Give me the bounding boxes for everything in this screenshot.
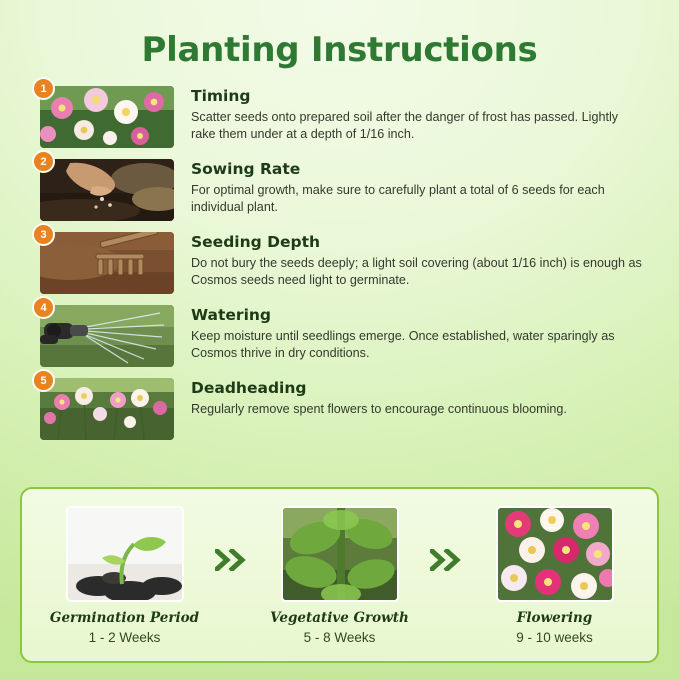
- step-number-badge: 4: [32, 296, 55, 319]
- timeline-stage-flowering: [466, 506, 643, 645]
- step-number-badge: 5: [32, 369, 55, 392]
- blooming-cosmos-photo: [496, 506, 614, 602]
- timeline-stage-label: Flowering: [516, 609, 593, 626]
- step-number-badge: 1: [32, 77, 55, 100]
- step-description: Do not bury the seeds deeply; a light soil covering (about 1/16 inch) is enough as Cosmos seeds need light to germinate.: [191, 256, 642, 287]
- growth-timeline-panel: [20, 487, 659, 663]
- double-chevron-right-icon: [213, 549, 251, 601]
- list-item: [40, 374, 645, 440]
- step-thumbnail-wrap: [40, 301, 174, 367]
- list-item: [40, 82, 645, 148]
- step-title: Deadheading: [191, 379, 307, 397]
- list-item: [40, 155, 645, 221]
- page-title: Planting Instructions: [141, 30, 538, 70]
- step-description: Regularly remove spent flowers to encourage continuous blooming.: [191, 402, 567, 416]
- rake-in-soil-photo: [40, 232, 174, 294]
- step-text: [174, 86, 645, 143]
- hose-watering-photo: [40, 305, 174, 367]
- timeline-stage-duration: 9 - 10 weeks: [516, 629, 593, 645]
- step-title: Seeding Depth: [191, 233, 321, 251]
- step-description: Keep moisture until seedlings emerge. Once established, water sparingly as Cosmos thrive in dry conditions.: [191, 329, 615, 360]
- timeline-stage-duration: 5 - 8 Weeks: [303, 629, 376, 645]
- step-description: Scatter seeds onto prepared soil after the danger of frost has passed. Lightly rake them under at a depth of 1/16 inch.: [191, 110, 619, 141]
- timeline-stage-germination: [36, 506, 213, 645]
- step-text: [174, 378, 645, 418]
- cosmos-flowers-photo: [40, 86, 174, 148]
- sprouting-seedling-photo: [66, 506, 184, 602]
- step-thumbnail-wrap: [40, 374, 174, 440]
- step-text: [174, 232, 645, 289]
- cosmos-bed-photo: [40, 378, 174, 440]
- step-title: Sowing Rate: [191, 160, 301, 178]
- timeline-stage-duration: 1 - 2 Weeks: [88, 629, 161, 645]
- step-text: [174, 305, 645, 362]
- step-description: For optimal growth, make sure to carefully plant a total of 6 seeds for each individual plant.: [191, 183, 605, 214]
- double-chevron-right-icon: [428, 549, 466, 601]
- step-number-badge: 3: [32, 223, 55, 246]
- step-text: [174, 159, 645, 216]
- step-thumbnail-wrap: [40, 228, 174, 294]
- step-thumbnail-wrap: [40, 155, 174, 221]
- step-thumbnail-wrap: [40, 82, 174, 148]
- step-number-badge: 2: [32, 150, 55, 173]
- timeline-stage-vegetative: [251, 506, 428, 645]
- green-foliage-photo: [281, 506, 399, 602]
- steps-list: [26, 82, 653, 440]
- timeline-stage-label: Germination Period: [49, 609, 200, 626]
- step-title: Timing: [191, 87, 251, 105]
- list-item: [40, 228, 645, 294]
- hand-sowing-seeds-photo: [40, 159, 174, 221]
- timeline-stage-label: Vegetative Growth: [270, 609, 409, 626]
- list-item: [40, 301, 645, 367]
- step-title: Watering: [191, 306, 272, 324]
